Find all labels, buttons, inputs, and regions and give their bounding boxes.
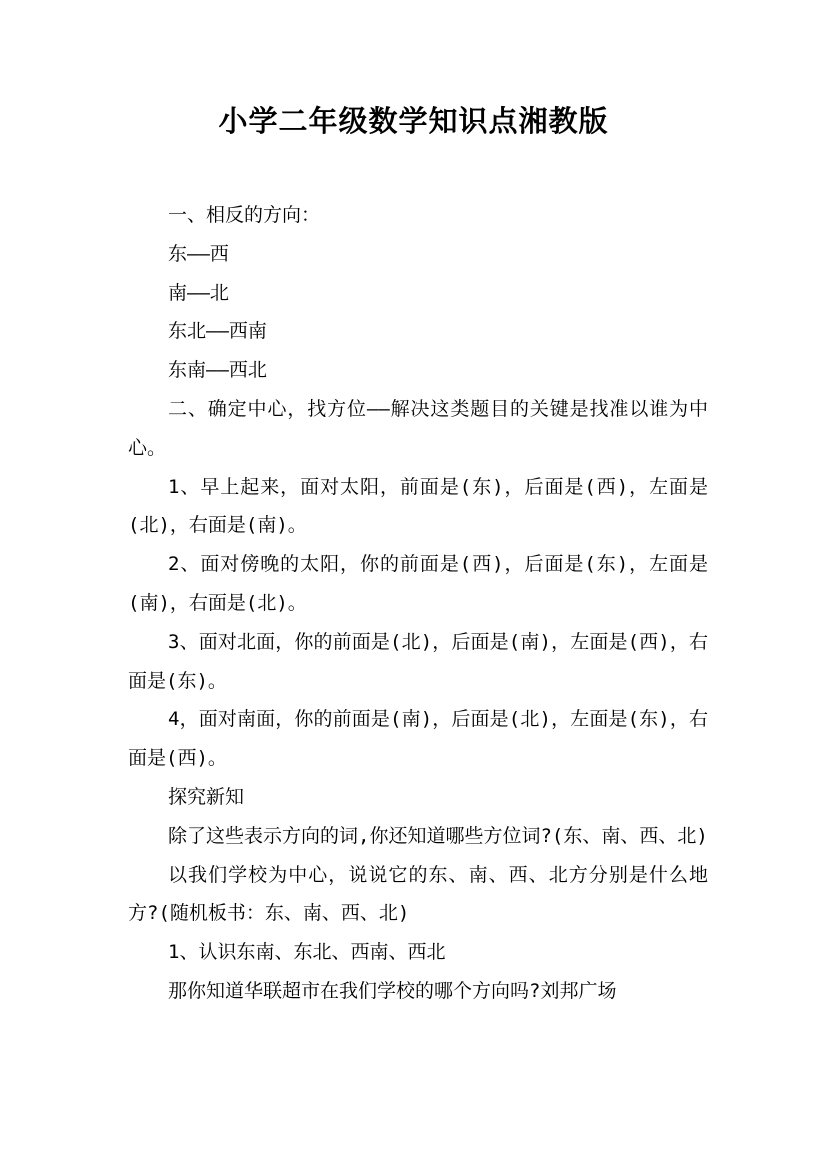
- document-title: 小学二年级数学知识点湘教版: [218, 104, 609, 138]
- paragraph-item-3: 3、面对北面，你的前面是(北)，后面是(南)，左面是(西)，右面是(东)。: [128, 630, 708, 692]
- paragraph-item-1: 1、早上起来，面对太阳，前面是(东)，后面是(西)，左面是(北)，右面是(南)。: [128, 475, 708, 537]
- paragraph-recognize-diagonals: 1、认识东南、东北、西南、西北: [168, 941, 446, 964]
- paragraph-school-center: 以我们学校为中心，说说它的东、南、西、北方分别是什么地方?(随机板书：东、南、西、北): [128, 863, 708, 925]
- paragraph-heading-opposite-directions: 一、相反的方向：: [168, 204, 321, 226]
- paragraph-question-directions: 除了这些表示方向的词,你还知道哪些方位词?(东、南、西、北): [168, 824, 708, 847]
- paragraph-item-4: 4，面对南面，你的前面是(南)，后面是(北)，左面是(东)，右面是(西)。: [128, 708, 708, 770]
- paragraph-east-west: 东——西: [168, 242, 229, 265]
- paragraph-explore-heading: 探究新知: [168, 785, 245, 808]
- paragraph-supermarket-question: 那你知道华联超市在我们学校的哪个方向吗?刘邦广场: [168, 979, 617, 1002]
- paragraph-south-north: 南——北: [168, 281, 229, 304]
- paragraph-southeast-northwest: 东南——西北: [168, 359, 267, 382]
- paragraph-northeast-southwest: 东北——西南: [168, 320, 267, 343]
- paragraph-item-2: 2、面对傍晚的太阳，你的前面是(西)，后面是(东)，左面是(南)，右面是(北)。: [128, 553, 708, 614]
- document-body: [128, 196, 708, 1011]
- paragraph-heading-find-center: 二、确定中心，找方位——解决这类题目的关键是找准以谁为中心。: [128, 397, 708, 459]
